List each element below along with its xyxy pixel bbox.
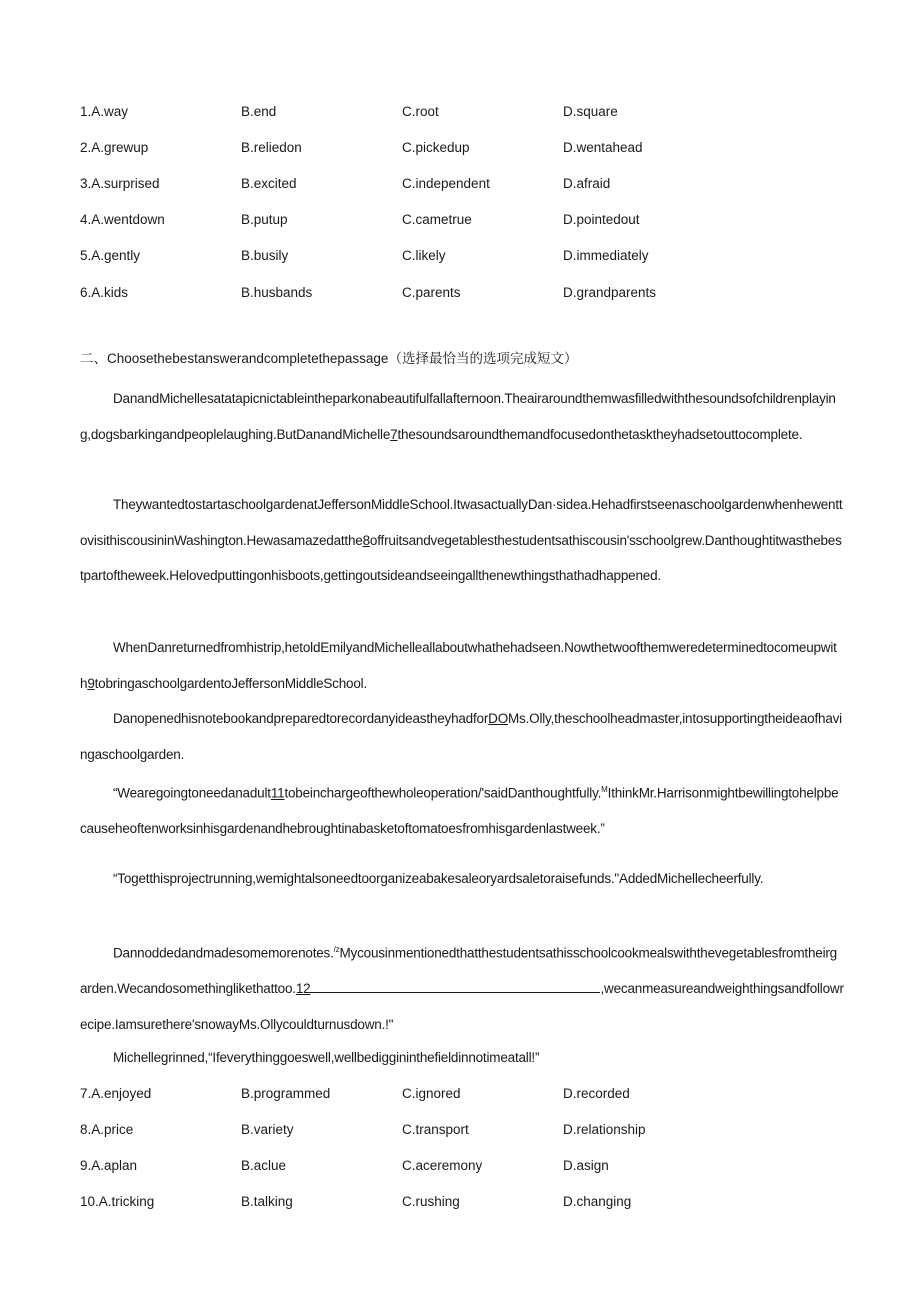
option-b: B.putup: [241, 212, 288, 227]
option-d: D.asign: [563, 1158, 609, 1173]
option-b: B.programmed: [241, 1086, 331, 1101]
option-b: B.reliedon: [241, 140, 302, 155]
option-b: B.busily: [241, 248, 289, 263]
option-a: 1.A.way: [80, 104, 129, 119]
blank-12: 12: [295, 981, 311, 996]
option-d: D.changing: [563, 1194, 632, 1209]
passage-paragraph-2: TheywantedtostartaschoolgardenatJeffersonMiddleSchool.ItwasactuallyDan·sidea.HehadfirstseenaschoolgardenwhenhewenttovisithiscousininWashington.Hewasamazedatthe8offruitsandvegetablesthestudentsathiscousin'sschoolgrew.Danthoughtitwasthebestpartoftheweek.Helovedputtingonhisboots,gettingoutsideandseeingallthenewthingsthathadhappened.: [80, 497, 843, 583]
option-b: B.husbands: [241, 285, 313, 300]
option-d: D.afraid: [563, 176, 611, 191]
blank-10: DO: [488, 711, 509, 726]
blank-8: 8: [362, 532, 370, 548]
passage-paragraph-6: “Togetthisprojectrunning,wemightalsoneedtoorganizeabakesaleoryardsaletoraisefunds."AddedMichellecheerfully.: [113, 871, 764, 886]
option-b: B.aclue: [241, 1158, 287, 1173]
blank-11: 11: [270, 785, 285, 801]
blank-7: 7: [390, 426, 398, 442]
option-b: B.variety: [241, 1122, 294, 1137]
option-a: 3.A.surprised: [80, 176, 160, 191]
option-d: D.recorded: [563, 1086, 630, 1101]
option-d: D.immediately: [563, 248, 649, 263]
option-d: D.square: [563, 104, 618, 119]
option-b: B.talking: [241, 1194, 293, 1209]
option-d: D.grandparents: [563, 285, 657, 300]
passage-paragraph-4: DanopenedhisnotebookandpreparedtorecordanyideastheyhadforDOMs.Olly,theschoolheadmaster,intosupportingtheideaofhavingaschoolgarden.: [80, 711, 842, 762]
option-b: B.end: [241, 104, 277, 119]
option-c: C.rushing: [402, 1194, 460, 1209]
option-b: B.excited: [241, 176, 297, 191]
passage-paragraph-1: DanandMichellesatatapicnictableintheparkonabeautifulfallafternoon.Theairaroundthemwasfilledwiththesoundsofchildrenplaying,dogsbarkingandpeoplelaughing.ButDanandMichelle7thesoundsaroundthemandfocusedonthetasktheyhadsetouttocomplete.: [80, 391, 836, 442]
option-a: 4.A.wentdown: [80, 212, 165, 227]
option-a: 10.A.tricking: [80, 1194, 155, 1209]
option-c: C.transport: [402, 1122, 469, 1137]
blank-9: 9: [87, 675, 95, 691]
passage-paragraph-7: Dannoddedandmadesomemorenotes.$^{/z}$Mycousinmentionedthatthestudentsathisschoolcookmealswiththevegetablesfromtheirgarden.Wecandosomethinglikethattoo.12 ,wecanmeasureandweighthingsandfollowrecipe.Iamsurethere'snowayMs.Ollycouldturnusdown.!": [80, 945, 844, 1032]
option-d: D.relationship: [563, 1122, 646, 1137]
blank-12-line: [310, 978, 600, 993]
option-c: C.aceremony: [402, 1158, 483, 1173]
option-d: D.wentahead: [563, 140, 643, 155]
option-c: C.cametrue: [402, 212, 472, 227]
option-c: C.root: [402, 104, 439, 119]
section-heading: 二、Choosethebestanswerandcompletethepassage（选择最恰当的选项完成短文）: [80, 351, 578, 366]
option-a: 7.A.enjoyed: [80, 1086, 152, 1101]
option-c: C.likely: [402, 248, 446, 263]
option-c: C.ignored: [402, 1086, 461, 1101]
option-d: D.pointedout: [563, 212, 640, 227]
option-a: 8.A.price: [80, 1122, 134, 1137]
option-a: 5.A.gently: [80, 248, 141, 263]
option-c: C.pickedup: [402, 140, 470, 155]
option-a: 9.A.aplan: [80, 1158, 138, 1173]
passage-paragraph-3: WhenDanreturnedfromhistrip,hetoldEmilyandMichelleallaboutwhathehadseen.Nowthetwoofthemweredeterminedtocomeupwith9tobringaschoolgardentoJeffersonMiddleSchool.: [80, 640, 837, 691]
passage-paragraph-8: Michellegrinned,“Ifeverythinggoeswell,wellbediggininthefieldinnotimeatall!”: [113, 1050, 540, 1065]
option-a: 2.A.grewup: [80, 140, 149, 155]
option-c: C.independent: [402, 176, 490, 191]
passage-paragraph-5: “Wearegoingtoneedanadult11tobeinchargeofthewholeoperation/'saidDanthoughtfully.$^M$IthinkMr.Harrisonmightbewillingtohelpbecauseheoftenworksinhisgardenandhebroughtinabasketoftomatoesfromhisgardenlastweek.”: [80, 785, 839, 836]
option-c: C.parents: [402, 285, 461, 300]
option-a: 6.A.kids: [80, 285, 129, 300]
